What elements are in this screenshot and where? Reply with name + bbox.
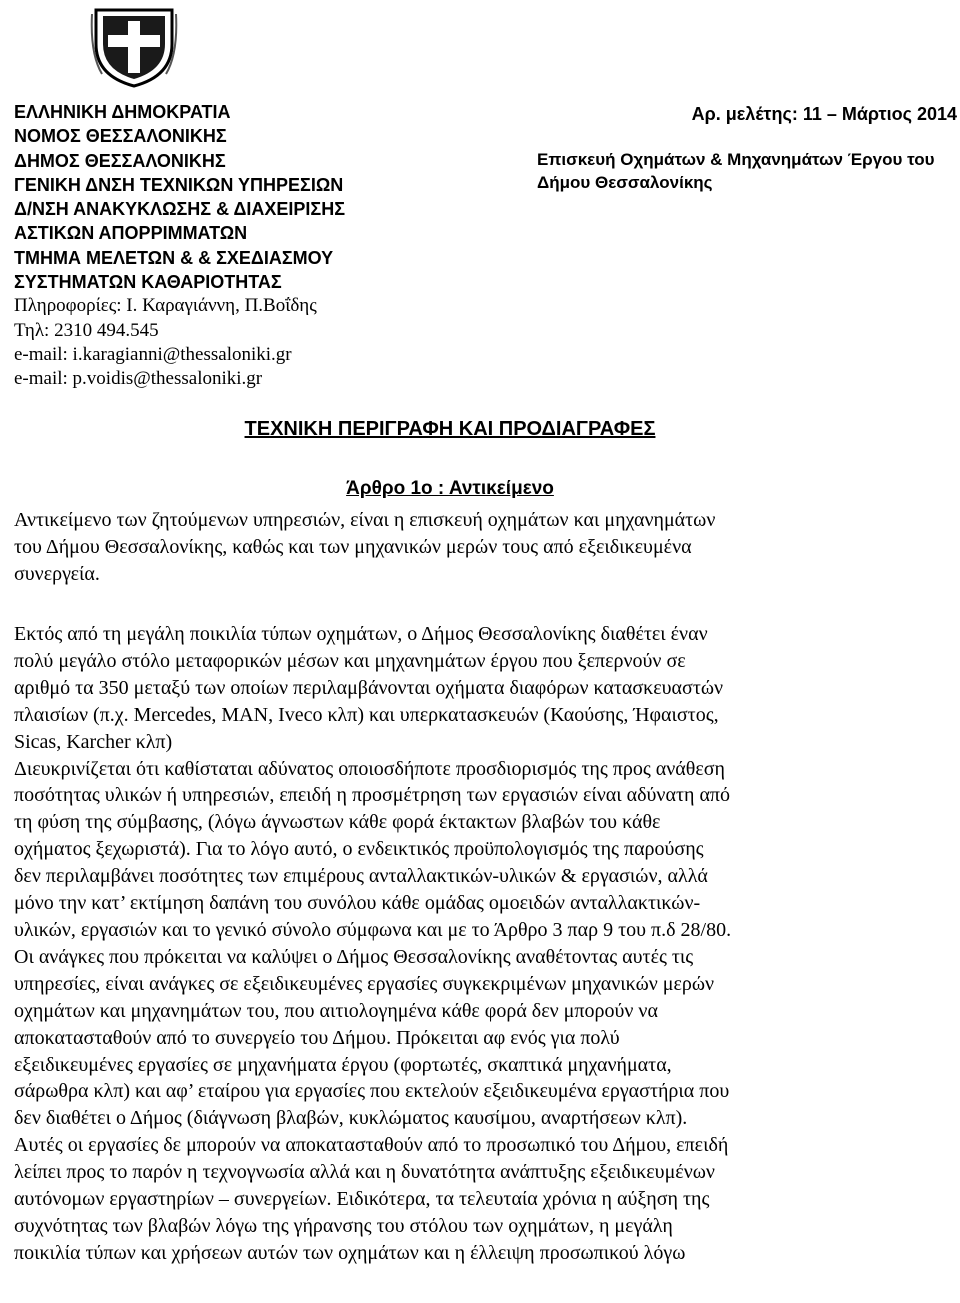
paragraph-line: Sicas, Karcher κλπ): [14, 730, 173, 753]
study-number-date: Αρ. μελέτης: 11 – Μάρτιος 2014: [691, 104, 957, 124]
header-line-department-cont: ΣΥΣΤΗΜΑΤΩΝ ΚΑΘΑΡΙΟΤΗΤΑΣ: [14, 272, 282, 293]
header-line-general-directorate: ΓΕΝΙΚΗ ΔΝΣΗ ΤΕΧΝΙΚΩΝ ΥΠΗΡΕΣΙΩΝ: [14, 174, 344, 195]
contact-email-2: e-mail: p.voidis@thessaloniki.gr: [14, 368, 263, 390]
paragraph-line: σάρωθρα κλπ) και αφ’ εταίρου για εργασίες που εκτελούν εξειδικευμένα εργαστήρια που: [14, 1080, 730, 1103]
greek-coat-of-arms-icon: [90, 4, 178, 90]
header-line-department: ΤΜΗΜΑ ΜΕΛΕΤΩΝ & & ΣΧΕΔΙΑΣΜΟΥ: [14, 247, 334, 268]
paragraph-line: πλαισίων (π.χ. Mercedes, MAN, Iveco κλπ) και υπερκατασκευών (Καούσης, Ήφαιστος,: [14, 703, 719, 726]
paragraph-line: δεν περιλαμβάνει ποσότητες των επιμέρους ανταλλακτικών-υλικών & εργασιών, αλλά: [14, 865, 708, 888]
paragraph-line: υπηρεσίες, είναι ανάγκες σε εξειδικευμένες εργασίες συγκεκριμένων μηχανικών μερών: [14, 972, 715, 995]
paragraph-line: Οι ανάγκες που πρόκειται να καλύψει ο Δήμος Θεσσαλονίκης αναθέτοντας αυτές τις: [14, 945, 694, 968]
header-line-republic: ΕΛΛΗΝΙΚΗ ΔΗΜΟΚΡΑΤΙΑ: [14, 102, 231, 122]
header-line-directorate-cont: ΑΣΤΙΚΩΝ ΑΠΟΡΡΙΜΜΑΤΩΝ: [14, 223, 248, 244]
paragraph-line: οχήματος ξεχωριστά). Για το λόγο αυτό, ο ενδεικτικός προϋπολογισμός της παρούσης: [14, 838, 704, 861]
paragraph-line: Εκτός από τη μεγάλη ποικιλία τύπων οχημάτων, ο Δήμος Θεσσαλονίκης διαθέτει έναν: [14, 623, 708, 645]
study-header: [537, 100, 957, 194]
contact-info: Πληροφορίες: Ι. Καραγιάννη, Π.Βοΐδης: [14, 295, 317, 317]
paragraph-line: πολύ μεγάλο στόλο μεταφορικών μέσων και μηχανημάτων έργου που ξεπερνούν σε: [14, 649, 686, 672]
paragraph-line: λείπει προς το παρόν η τεχνογνωσία αλλά και η δυνατότητα ανάπτυξης εξειδικευμένων: [14, 1161, 715, 1184]
paragraph-details: [14, 621, 894, 1267]
paragraph-line: δεν διαθέτει ο Δήμος (διάγνωση βλαβών, κυκλώματος καυσίμου, αναρτήσεων κλπ).: [14, 1107, 688, 1130]
paragraph-line: συνεργεία.: [14, 562, 100, 585]
header-line-prefecture: ΝΟΜΟΣ ΘΕΣΣΑΛΟΝΙΚΗΣ: [14, 126, 227, 147]
paragraph-line: συχνότητας των βλαβών λόγω της γήρανσης του στόλου των οχημάτων, η μεγάλη: [14, 1214, 673, 1237]
paragraph-line: μόνο την κατ’ εκτίμηση δαπάνη του συνόλου κάθε ομάδας ομοειδών ανταλλακτικών-: [14, 892, 701, 915]
paragraph-line: υλικών, εργασιών και το γενικό σύνολο σύμφωνα και με το Άρθρο 3 παρ 9 του π.δ 28/80.: [14, 918, 732, 941]
header-line-municipality: ΔΗΜΟΣ ΘΕΣΣΑΛΟΝΙΚΗΣ: [14, 150, 226, 171]
paragraph-line: εξειδικευμένες εργασίες σε μηχανήματα έργου (φορτωτές, σκαπτικά μηχανήματα,: [14, 1053, 672, 1076]
paragraph-line: του Δήμου Θεσσαλονίκης, καθώς και των μηχανικών μερών τους από εξειδικευμένα: [14, 535, 692, 558]
header-line-directorate: Δ/ΝΣΗ ΑΝΑΚΥΚΛΩΣΗΣ & ΔΙΑΧΕΙΡΙΣΗΣ: [14, 199, 346, 220]
paragraph-line: ποσότητας υλικών ή υπηρεσιών, επειδή η προσμέτρηση των εργασιών είναι αδύνατη από: [14, 784, 731, 807]
paragraph-subject: [14, 507, 894, 588]
article-heading: Άρθρο 1ο : Αντικείμενο: [346, 478, 554, 499]
project-title: Επισκευή Οχημάτων & Μηχανημάτων Έργου του Δήμου Θεσσαλονίκης: [537, 150, 935, 192]
issuer-header: [14, 100, 514, 392]
paragraph-line: αποκατασταθούν από το συνεργείο του Δήμου. Πρόκειται αφ ενός για πολύ: [14, 1026, 620, 1049]
paragraph-line: ποικιλία τύπων και χρήσεων αυτών των οχημάτων και η έλλειψη προσωπικού λόγω: [14, 1241, 686, 1264]
paragraph-line: τη φύση της σύμβασης, (λόγω άγνωστων κάθε φορά έκτακτων βλαβών του κάθε: [14, 811, 661, 834]
paragraph-line: Αυτές οι εργασίες δε μπορούν να αποκατασταθούν από το προσωπικό του Δήμου, επειδή: [14, 1134, 729, 1157]
paragraph-line: οχημάτων και μηχανημάτων του, που αιτιολογημένα κάθε φορά δεν μπορούν να: [14, 999, 658, 1022]
document-title: ΤΕΧΝΙΚΗ ΠΕΡΙΓΡΑΦΗ ΚΑΙ ΠΡΟΔΙΑΓΡΑΦΕΣ: [244, 418, 656, 440]
paragraph-line: Αντικείμενο των ζητούμενων υπηρεσιών, είναι η επισκευή οχημάτων και μηχανημάτων: [14, 509, 716, 531]
contact-email-1: e-mail: i.karagianni@thessaloniki.gr: [14, 343, 292, 365]
contact-phone: Τηλ: 2310 494.545: [14, 319, 159, 341]
paragraph-line: Διευκρινίζεται ότι καθίσταται αδύνατος οποιοσδήποτε προσδιορισμός της προς ανάθεση: [14, 757, 725, 780]
paragraph-line: αριθμό τα 350 μεταξύ των οποίων περιλαμβάνονται οχήματα διαφόρων κατασκευαστών: [14, 676, 724, 699]
paragraph-line: αυτόνομων εργαστηρίων – συνεργείων. Ειδικότερα, τα τελευταία χρόνια η αύξηση της: [14, 1188, 710, 1211]
